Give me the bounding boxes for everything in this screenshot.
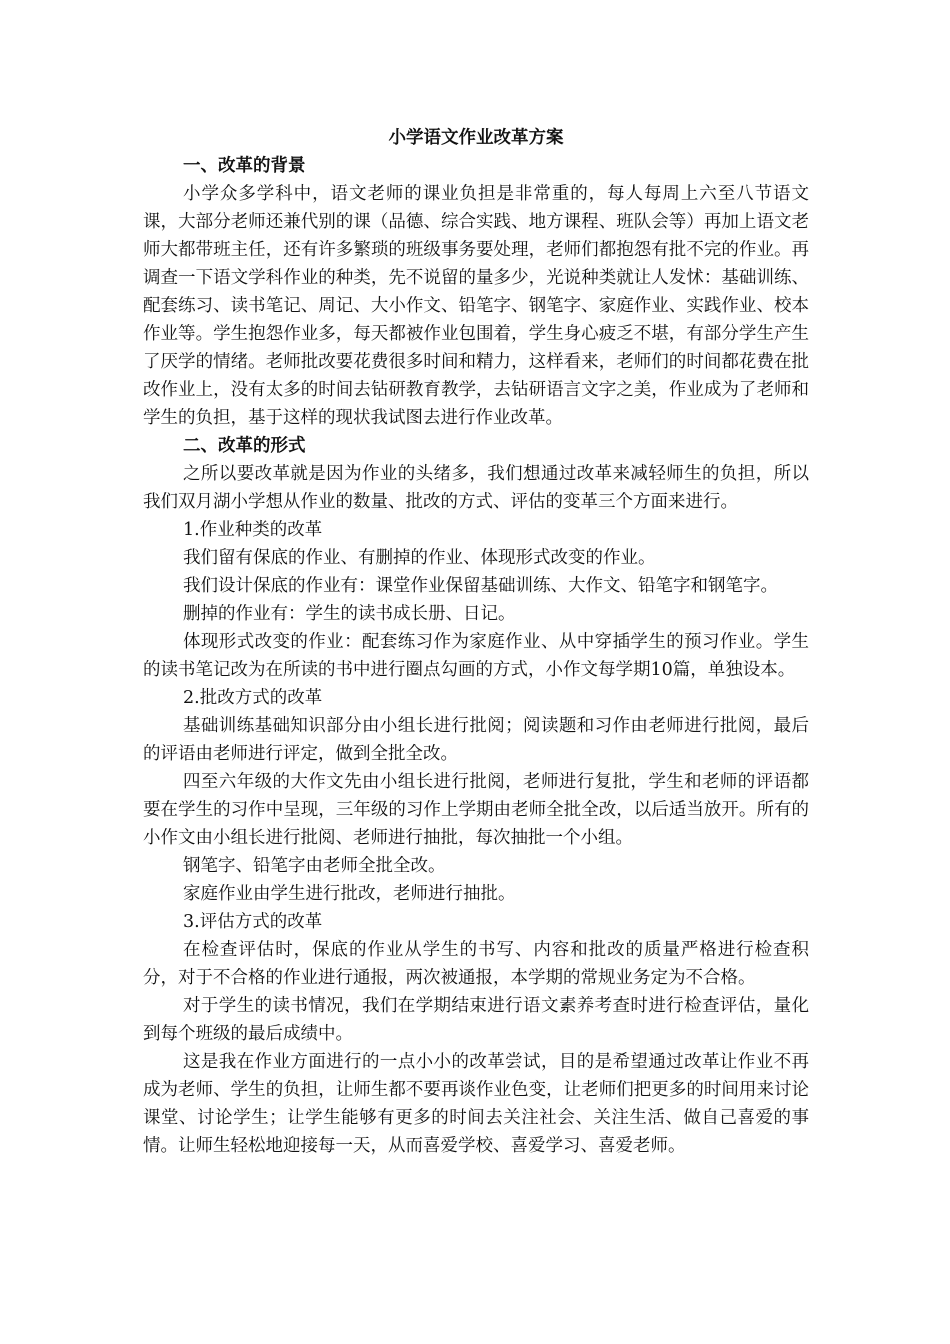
paragraph: 我们设计保底的作业有：课堂作业保留基础训练、大作文、铅笔字和钢笔字。 xyxy=(183,576,778,596)
document-title: 小学语文作业改革方案 xyxy=(388,128,564,148)
subheading-evaluation-method: 3.评估方式的改革 xyxy=(183,912,323,932)
paragraph: 之所以要改革就是因为作业的头绪多，我们想通过改革来减轻师生的负担，所以我们双月湖小学想从作业的数量、批改的方式、评估的变革三个方面来进行。 xyxy=(143,464,809,512)
paragraph: 钢笔字、铅笔字由老师全批全改。 xyxy=(183,856,446,876)
paragraph: 四至六年级的大作文先由小组长进行批阅，老师进行复批，学生和老师的评语都要在学生的习作中呈现，三年级的习作上学期由老师全批全改，以后适当放开。所有的小作文由小组长进行批阅、老师进行抽批，每次抽批一个小组。 xyxy=(143,772,809,848)
paragraph: 在检查评估时，保底的作业从学生的书写、内容和批改的质量严格进行检查积分，对于不合格的作业进行通报，两次被通报，本学期的常规业务定为不合格。 xyxy=(143,940,809,988)
subheading-homework-types: 1.作业种类的改革 xyxy=(183,520,323,540)
paragraph: 小学众多学科中，语文老师的课业负担是非常重的，每人每周上六至八节语文课，大部分老师还兼代别的课（品德、综合实践、地方课程、班队会等）再加上语文老师大都带班主任，还有许多繁琐的班级事务要处理，老师们都抱怨有批不完的作业。再调查一下语文学科作业的种类，先不说留的量多少，光说种类就让人发怵：基础训练、配套练习、读书笔记、周记、大小作文、铅笔字、钢笔字、家庭作业、实践作业、校本作业等。学生抱怨作业多，每天都被作业包围着，学生身心疲乏不堪，有部分学生产生了厌学的情绪。老师批改要花费很多时间和精力，这样看来，老师们的时间都花费在批改作业上，没有太多的时间去钻研教育教学，去钻研语言文字之美，作业成为了老师和学生的负担，基于这样的现状我试图去进行作业改革。 xyxy=(143,184,809,428)
paragraph: 我们留有保底的作业、有删掉的作业、体现形式改变的作业。 xyxy=(183,548,656,568)
paragraph: 删掉的作业有：学生的读书成长册、日记。 xyxy=(183,604,516,624)
section-heading-form: 二、改革的形式 xyxy=(183,436,306,456)
document-body xyxy=(143,124,809,1160)
paragraph: 体现形式改变的作业：配套练习作为家庭作业、从中穿插学生的预习作业。学生的读书笔记改为在所读的书中进行圈点勾画的方式，小作文每学期10篇，单独设本。 xyxy=(143,632,809,680)
paragraph: 对于学生的读书情况，我们在学期结束进行语文素养考查时进行检查评估，量化到每个班级的最后成绩中。 xyxy=(143,996,809,1044)
section-heading-background: 一、改革的背景 xyxy=(183,156,306,176)
closing-paragraph: 这是我在作业方面进行的一点小小的改革尝试，目的是希望通过改革让作业不再成为老师、学生的负担，让师生都不要再谈作业色变，让老师们把更多的时间用来讨论课堂、讨论学生；让学生能够有更多的时间去关注社会、关注生活、做自己喜爱的事情。让师生轻松地迎接每一天，从而喜爱学校、喜爱学习、喜爱老师。 xyxy=(143,1052,809,1156)
paragraph: 基础训练基础知识部分由小组长进行批阅；阅读题和习作由老师进行批阅，最后的评语由老师进行评定，做到全批全改。 xyxy=(143,716,809,764)
paragraph: 家庭作业由学生进行批改，老师进行抽批。 xyxy=(183,884,516,904)
subheading-grading-method: 2.批改方式的改革 xyxy=(183,688,323,708)
